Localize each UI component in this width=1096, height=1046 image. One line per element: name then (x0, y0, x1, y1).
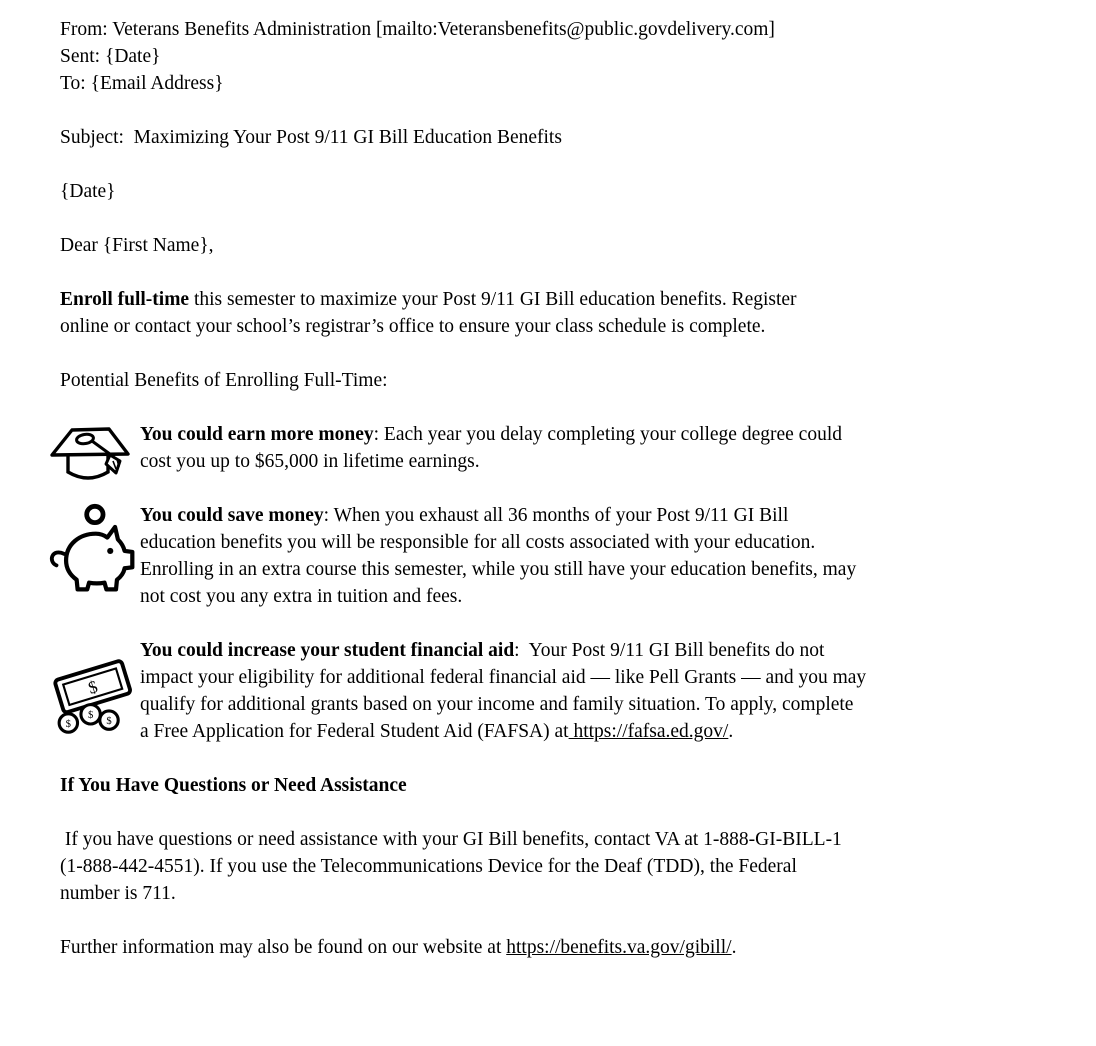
benefit-item-save-money (60, 502, 1040, 610)
benefit-text (140, 502, 1040, 610)
text-line: (1-888-442-4551). If you use the Telecommunications Device for the Deaf (TDD), the Federal (60, 856, 797, 877)
money-icon (48, 649, 140, 737)
text-line: You could increase your student financial aid: Your Post 9/11 GI Bill benefits do not (140, 640, 825, 661)
gibill-website-link[interactable]: https://benefits.va.gov/gibill/ (506, 937, 732, 958)
questions-paragraph (60, 826, 1040, 907)
svg-text:$: $ (85, 676, 100, 698)
text-line: cost you up to $65,000 in lifetime earnings. (140, 451, 480, 472)
text-line: qualify for additional grants based on your income and family situation. To apply, complete (140, 694, 854, 715)
intro-paragraph (60, 286, 1040, 340)
sent-line: Sent: {Date} (60, 46, 161, 67)
benefit-text (140, 421, 1040, 475)
svg-text:$: $ (65, 718, 72, 730)
text-line: Enrolling in an extra course this semester, while you still have your education benefits, may (140, 559, 857, 580)
text-line: online or contact your school’s registrar’s office to ensure your class schedule is complete. (60, 316, 766, 337)
text-line: Enroll full-time this semester to maximize your Post 9/11 GI Bill education benefits. Register (60, 289, 797, 310)
subject-line: Subject: Maximizing Your Post 9/11 GI Bill Education Benefits (60, 127, 562, 148)
text-line: number is 711. (60, 883, 176, 904)
svg-text:$: $ (87, 710, 94, 722)
text-line: a Free Application for Federal Student Aid (FAFSA) at https://fafsa.ed.gov/. (140, 721, 734, 742)
text-line: You could save money: When you exhaust all 36 months of your Post 9/11 GI Bill (140, 505, 789, 526)
benefit-text (140, 637, 1040, 745)
salutation: Dear {First Name}, (60, 235, 214, 256)
text-line: If you have questions or need assistance with your GI Bill benefits, contact VA at 1-888-GI-BILL-1 (60, 829, 842, 850)
text-line: not cost you any extra in tuition and fees. (140, 586, 463, 607)
text-line: education benefits you will be responsible for all costs associated with your education. (140, 532, 816, 553)
piggy-bank-icon (44, 500, 140, 600)
from-line: From: Veterans Benefits Administration [mailto:Veteransbenefits@public.govdelivery.com] (60, 19, 775, 40)
footer-paragraph (60, 934, 1040, 961)
benefit-item-earn-money (60, 421, 1040, 475)
graduation-cap-icon (48, 425, 138, 491)
text-line: You could earn more money: Each year you delay completing your college degree could (140, 424, 842, 445)
text-line: Further information may also be found on our website at https://benefits.va.gov/gibill/. (60, 937, 737, 958)
svg-text:$: $ (106, 715, 112, 727)
date-placeholder: {Date} (60, 181, 116, 202)
questions-heading: If You Have Questions or Need Assistance (60, 775, 407, 796)
text-line: impact your eligibility for additional federal financial aid — like Pell Grants — and you may (140, 667, 867, 688)
benefits-heading: Potential Benefits of Enrolling Full-Time: (60, 370, 388, 391)
fafsa-link[interactable]: https://fafsa.ed.gov/ (568, 721, 729, 742)
to-line: To: {Email Address} (60, 73, 224, 94)
benefit-item-financial-aid (60, 637, 1040, 745)
intro-bold: Enroll full-time (60, 289, 190, 310)
